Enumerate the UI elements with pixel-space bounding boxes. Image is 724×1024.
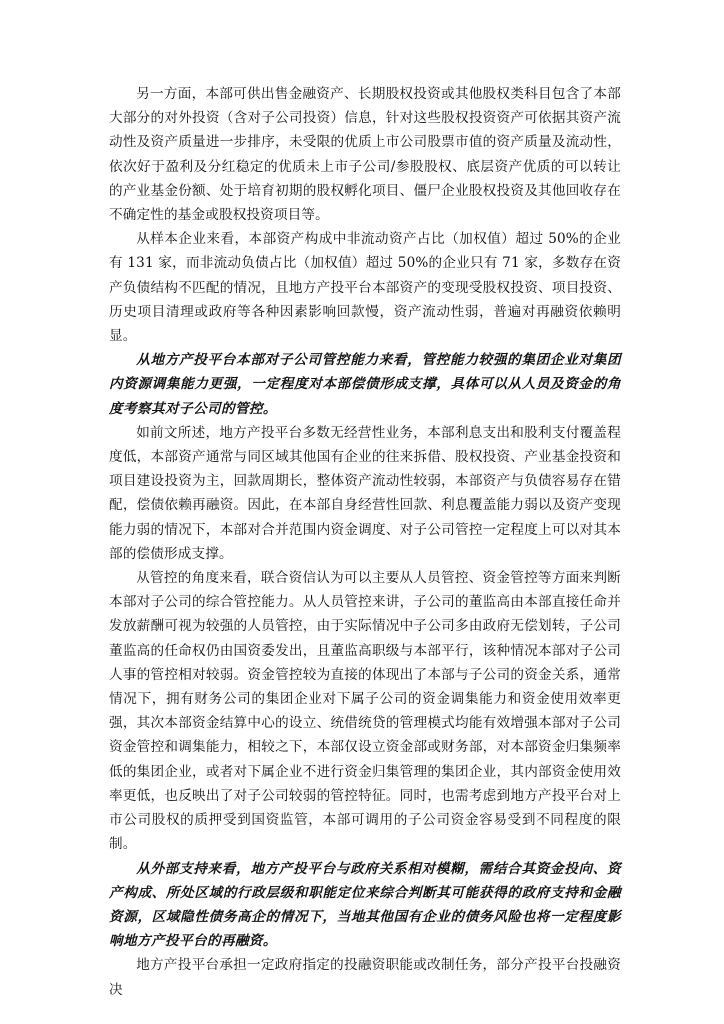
- paragraph-equity-investment-ranking: 另一方面，本部可供出售金融资产、长期股权投资或其他股权类科目包含了本部大部分的对外投资（含对子公司投资）信息，针对这些股权投资资产可依据其资产流动性及资产质量进一步排序，未受限的优质上市公司股票市值的资产质量及流动性，依次好于盈利及分红稳定的优质未上市子公司/参股股权、底层资产优质的可以转让的产业基金份额、处于培育初期的股权孵化项目、僵尸企业股权投资及其他回收存在不确定性的基金或股权投资项目等。: [109, 86, 621, 224]
- paragraph-government-functions: 地方产投平台承担一定政府指定的投融资职能或改制任务，部分产投平台投融资决: [109, 957, 621, 998]
- document-page: [109, 82, 621, 1002]
- paragraph-sample-asset-structure: 从样本企业来看，本部资产构成中非流动资产占比（加权值）超过 50%的企业有 131 家，而非流动负债占比（加权值）超过 50%的企业只有 71 家，多数存在资产负债结构不匹配的情况，且地方产投平台本部资产的变现受股权投资、项目投资、历史项目清理或政府等各种因素影响回款慢，资产流动性弱，普遍对再融资依赖明显。: [109, 231, 621, 345]
- paragraph-external-support-heading: 从外部支持来看，地方产投平台与政府关系相对模糊，需结合其资金投向、资产构成、所处区域的行政层级和职能定位来综合判断其可能获得的政府支持和金融资源，区域隐性债务高企的情况下，当地其他国有企业的债务风险也将一定程度影响地方产投平台的再融资。: [109, 860, 621, 950]
- paragraph-personnel-fund-control: 从管控的角度来看，联合资信认为可以主要从人员管控、资金管控等方面来判断本部对子公司的综合管控能力。从人员管控来讲，子公司的董监高由本部直接任命并发放薪酬可视为较强的人员管控，由于实际情况中子公司多由政府无偿划转，子公司董监高的任命权仍由国资委发出，且董监高职级与本部平行，该种情况本部对子公司人事的管控相对较弱。资金管控较为直接的体现出了本部与子公司的资金关系，通常情况下，拥有财务公司的集团企业对下属子公司的资金调集能力和资金使用效率更强，其次本部资金结算中心的设立、统借统贷的管理模式均能有效增强本部对子公司资金管控和调集能力，相较之下，本部仅设立资金部或财务部，对本部资金归集频率低的集团企业，或者对下属企业不进行资金归集管理的集团企业，其内部资金使用效率更低，也反映出了对子公司较弱的管控特征。同时，也需考虑到地方产投平台对上市公司股权的质押受到国资监管，本部可调用的子公司资金容易受到不同程度的限制。: [109, 570, 621, 853]
- paragraph-refinancing-dependence: 如前文所述，地方产投平台多数无经营性业务，本部利息支出和股利支付覆盖程度低，本部资产通常与同区域其他国有企业的往来拆借、股权投资、产业基金投资和项目建设投资为主，回款周期长，整体资产流动性较弱，本部资产与负债容易存在错配，偿债依赖再融资。因此，在本部自身经营性回款、利息覆盖能力弱以及资产变现能力弱的情况下，本部对合并范围内资金调度、对子公司管控一定程度上可以对其本部的偿债形成支撑。: [109, 424, 621, 562]
- paragraph-subsidiary-control-heading: 从地方产投平台本部对子公司管控能力来看，管控能力较强的集团企业对集团内资源调集能力更强，一定程度对本部偿债形成支撑，具体可以从人员及资金的角度考察其对子公司的管控。: [109, 352, 621, 417]
